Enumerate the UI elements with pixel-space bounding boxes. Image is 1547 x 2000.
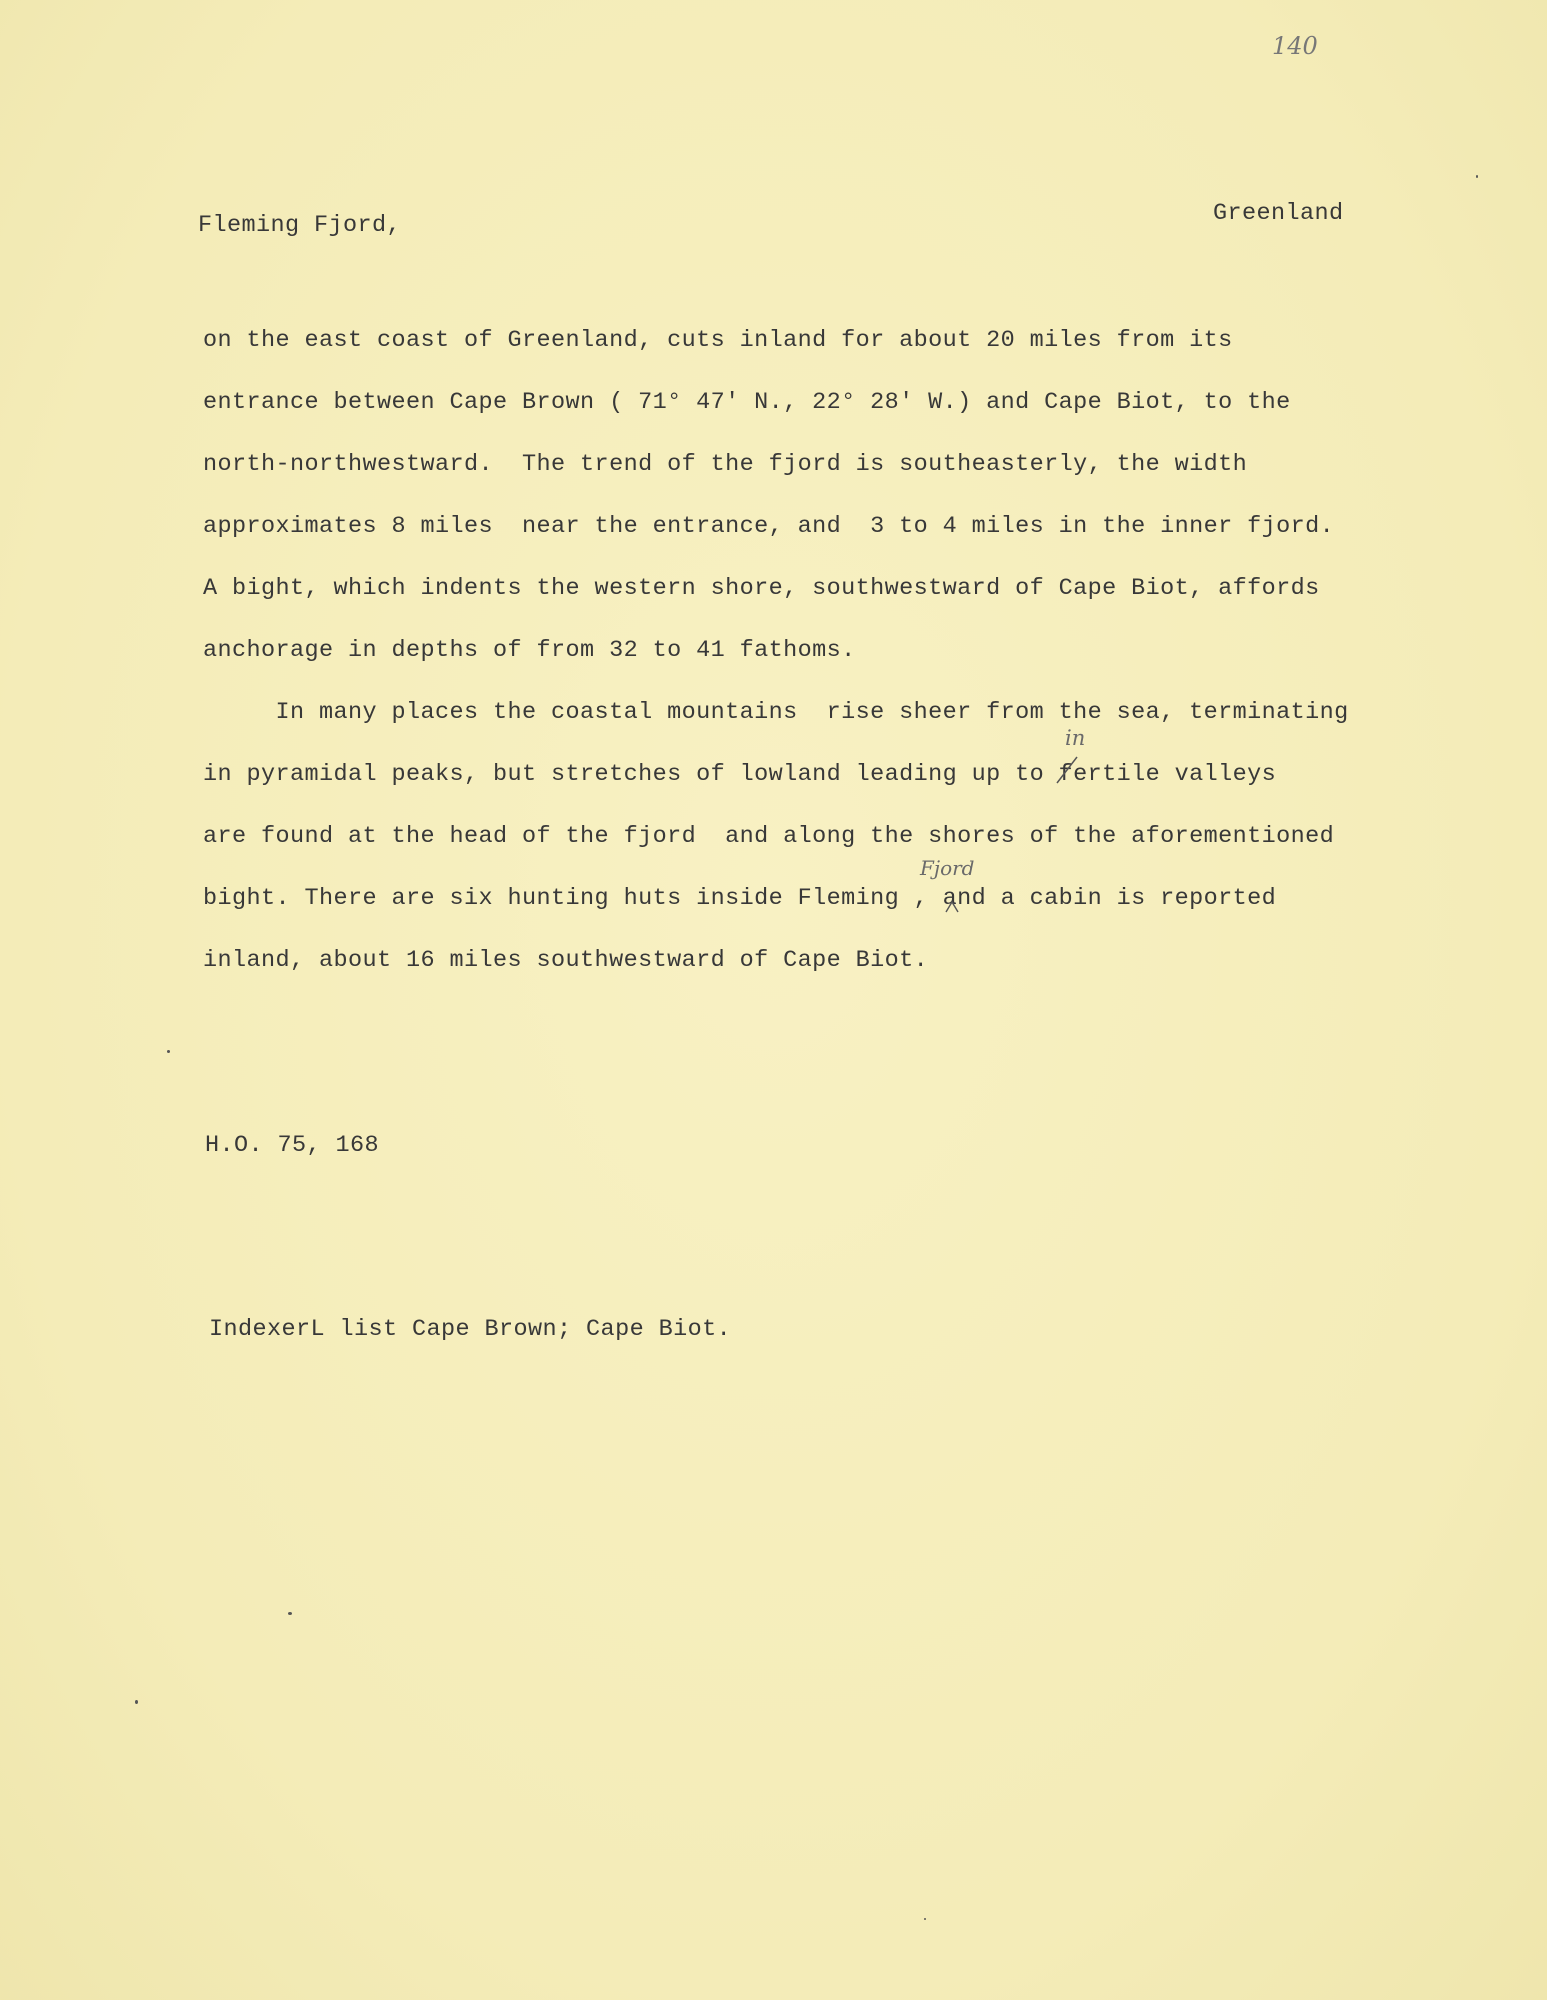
paper-speck — [135, 1700, 138, 1704]
paper-speck — [924, 1918, 926, 1920]
heading-region: Greenland — [1213, 200, 1344, 227]
indexer-note: IndexerL list Cape Brown; Cape Biot. — [209, 1316, 732, 1343]
paragraph-2-line-1: In many places the coastal mountains rise sheer from the sea, terminating — [203, 699, 1349, 726]
strikethrough-mark — [1053, 753, 1083, 787]
handwritten-insert-fjord: Fjord — [920, 856, 975, 880]
paragraph-1-line-3: north-northwestward. The trend of the fjord is southeasterly, the width — [203, 451, 1248, 478]
paragraph-1-line-2: entrance between Cape Brown ( 71° 47' N., 22° 28' W.) and Cape Biot, to the — [203, 389, 1291, 416]
paragraph-2-line-2: in pyramidal peaks, but stretches of lowland leading up to fertile valleys — [203, 761, 1277, 788]
handwritten-insert-in: in — [1065, 726, 1086, 750]
paragraph-1-line-6: anchorage in depths of from 32 to 41 fathoms. — [203, 637, 856, 664]
caret-mark — [944, 898, 960, 914]
paper-speck — [288, 1612, 292, 1615]
paragraph-1-line-4: approximates 8 miles near the entrance, and 3 to 4 miles in the inner fjord. — [203, 513, 1335, 540]
paragraph-2-line-4: bight. There are six hunting huts inside Fleming , and a cabin is reported — [203, 885, 1277, 912]
paper-speck — [1476, 175, 1478, 178]
heading-title: Fleming Fjord, — [198, 212, 402, 239]
page-number: 140 — [1272, 32, 1318, 60]
reference-line: H.O. 75, 168 — [205, 1132, 380, 1159]
paragraph-1-line-5: A bight, which indents the western shore, southwestward of Cape Biot, affords — [203, 575, 1320, 602]
paper-speck — [167, 1050, 170, 1053]
paragraph-2-line-3: are found at the head of the fjord and along the shores of the aforementioned — [203, 823, 1335, 850]
paragraph-1-line-1: on the east coast of Greenland, cuts inland for about 20 miles from its — [203, 327, 1233, 354]
paragraph-2-line-5: inland, about 16 miles southwestward of Cape Biot. — [203, 947, 929, 974]
